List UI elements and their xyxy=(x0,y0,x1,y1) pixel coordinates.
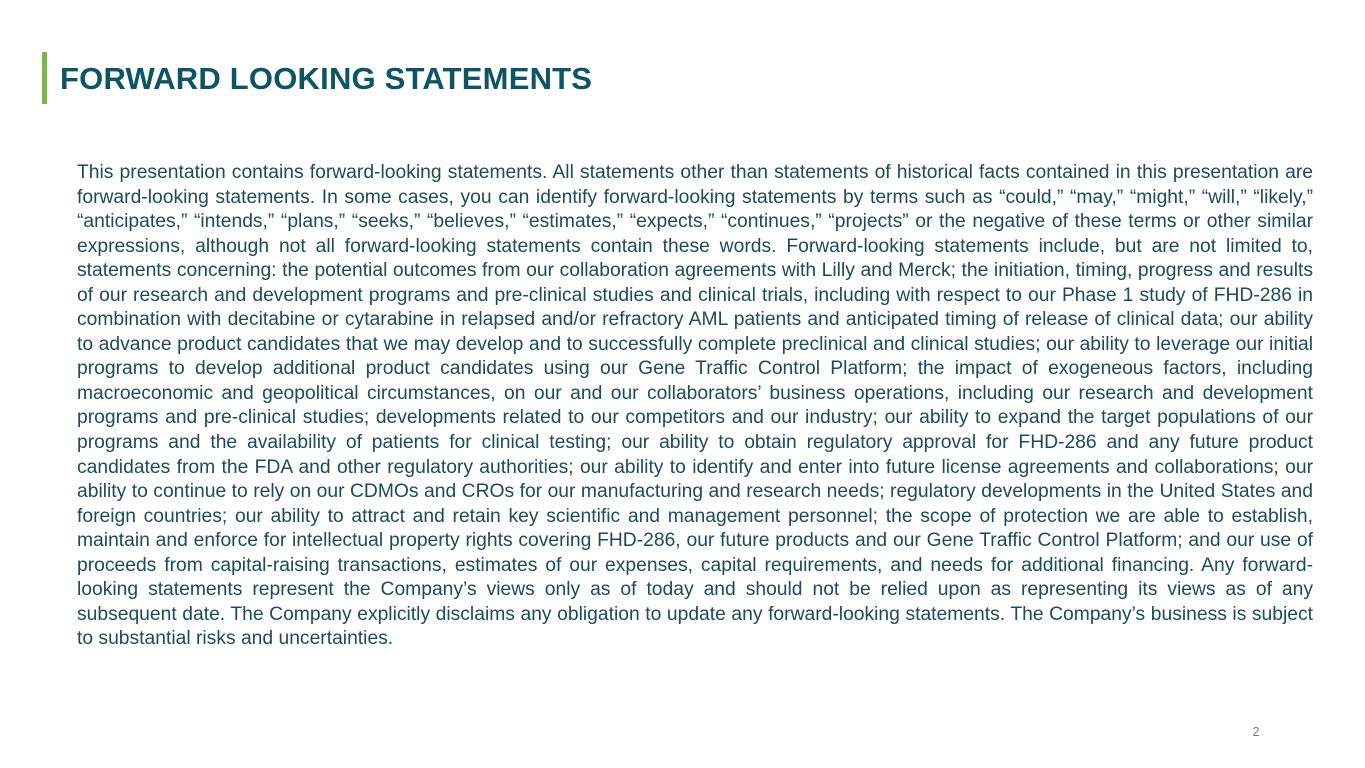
page-title: FORWARD LOOKING STATEMENTS xyxy=(60,61,593,96)
page-number: 2 xyxy=(1252,724,1260,739)
title-accent-bar xyxy=(42,52,47,104)
forward-looking-statement-paragraph: This presentation contains forward-looking statements. All statements other than statements of historical facts contained in this presentation are forward-looking statements. In some cases, you can identify forward-looking statements by terms such as “could,” “may,” “might,” “will,” “likely,” “anticipates,” “intends,” “plans,” “seeks,” “believes,” “estimates,” “expects,” “continues,” “projects” or the negative of these terms or other similar expressions, although not all forward-looking statements contain these words. Forward-looking statements include, but are not limited to, statements concerning: the potential outcomes from our collaboration agreements with Lilly and Merck; the initiation, timing, progress and results of our research and development programs and pre-clinical studies and clinical trials, including with respect to our Phase 1 study of FHD-286 in combination with decitabine or cytarabine in relapsed and/or refractory AML patients and anticipated timing of release of clinical data; our ability to advance product candidates that we may develop and to successfully complete preclinical and clinical studies; our ability to leverage our initial programs to develop additional product candidates using our Gene Traffic Control Platform; the impact of exogeneous factors, including macroeconomic and geopolitical circumstances, on our and our collaborators’ business operations, including our research and development programs and pre-clinical studies; developments related to our competitors and our industry; our ability to expand the target populations of our programs and the availability of patients for clinical testing; our ability to obtain regulatory approval for FHD-286 and any future product candidates from the FDA and other regulatory authorities; our ability to identify and enter into future license agreements and collaborations; our ability to continue to rely on our CDMOs and CROs for our manufacturing and research needs; regulatory developments in the United States and foreign countries; our ability to attract and retain key scientific and management personnel; the scope of protection we are able to establish, maintain and enforce for intellectual property rights covering FHD-286, our future products and our Gene Traffic Control Platform; and our use of proceeds from capital-raising transactions, estimates of our expenses, capital requirements, and needs for additional financing. Any forward-looking statements represent the Company’s views only as of today and should not be relied upon as representing its views as of any subsequent date. The Company explicitly disclaims any obligation to update any forward-looking statements. The Company’s business is subject to substantial risks and uncertainties. xyxy=(77,162,1313,650)
